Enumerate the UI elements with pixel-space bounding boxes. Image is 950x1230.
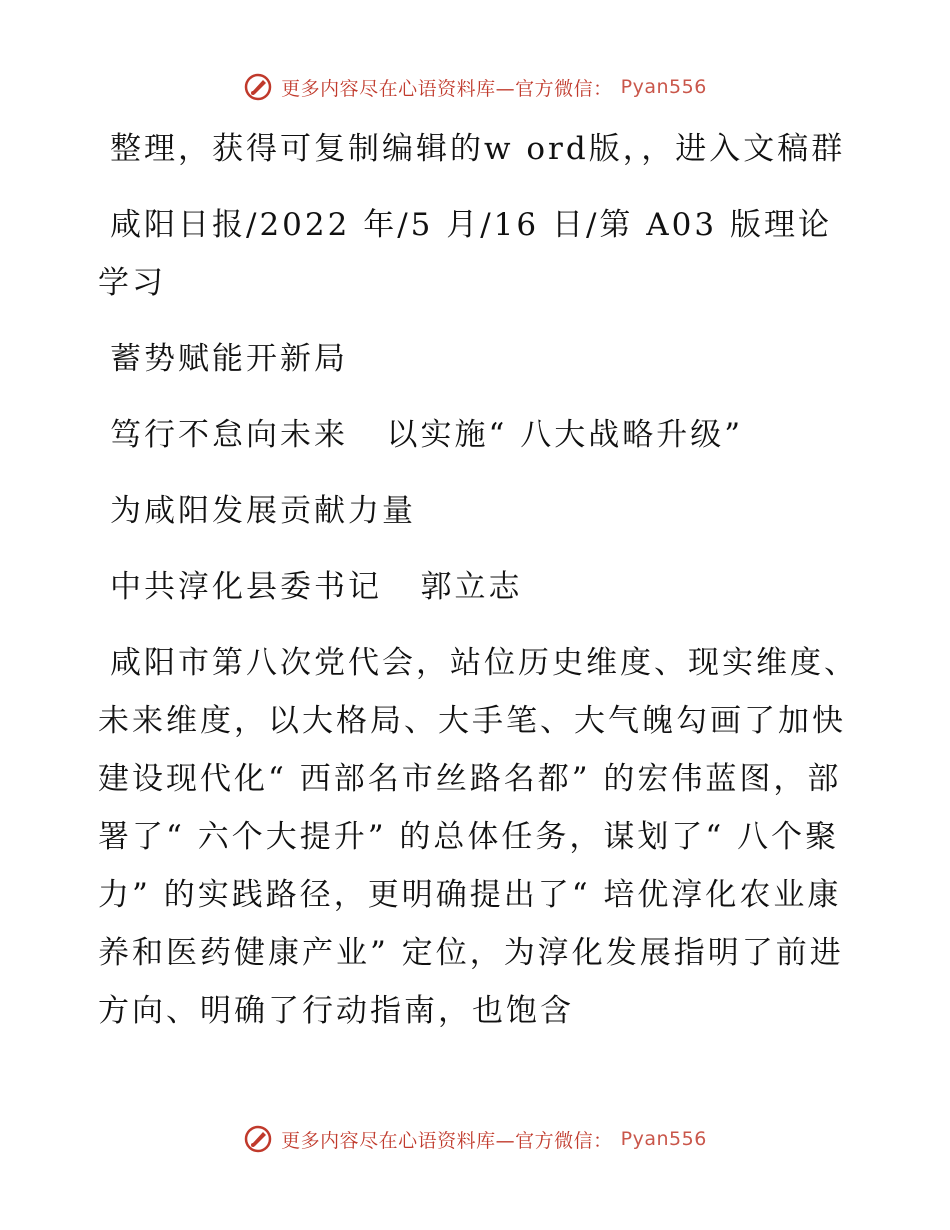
header-watermark xyxy=(0,72,950,102)
source-line: 咸阳日报/2022 年/5 月/16 日/第 A03 版理论学习 xyxy=(98,207,832,301)
brand-logo-icon xyxy=(243,72,273,102)
author-line: 中共淳化县委书记 郭立志 xyxy=(110,569,523,605)
article-subtitle-2: 为咸阳发展贡献力量 xyxy=(110,493,416,529)
body-paragraph: 咸阳市第八次党代会，站位历史维度、现实维度、未来维度，以大格局、大手笔、大气魄勾画了加快建设现代化“ 西部名市丝路名都” 的宏伟蓝图，部署了“ 六个大提升” 的总体任务，谋划了“ 八个聚力” 的实践路径，更明确提出了“ 培优淳化农业康养和医药健康产业” 定位，为淳化发展指明了前进方向、明确了行动指南，也饱含 xyxy=(98,645,858,1029)
article-subtitle: 笃行不怠向未来 以实施“ 八大战略升级” xyxy=(110,417,744,453)
note-paragraph: 整理，获得可复制编辑的w ord版，，进入文稿群 xyxy=(110,131,846,167)
watermark-wechat-id: Pyan556 xyxy=(620,76,707,98)
article-title: 蓄势赋能开新局 xyxy=(110,341,348,377)
watermark-wechat-id: Pyan556 xyxy=(620,1128,707,1150)
watermark-text: 更多内容尽在心语资料库—官方微信： xyxy=(281,1129,613,1152)
document-body xyxy=(98,120,858,1040)
watermark-text: 更多内容尽在心语资料库—官方微信： xyxy=(281,77,613,100)
footer-watermark xyxy=(0,1124,950,1154)
brand-logo-icon xyxy=(243,1124,273,1154)
